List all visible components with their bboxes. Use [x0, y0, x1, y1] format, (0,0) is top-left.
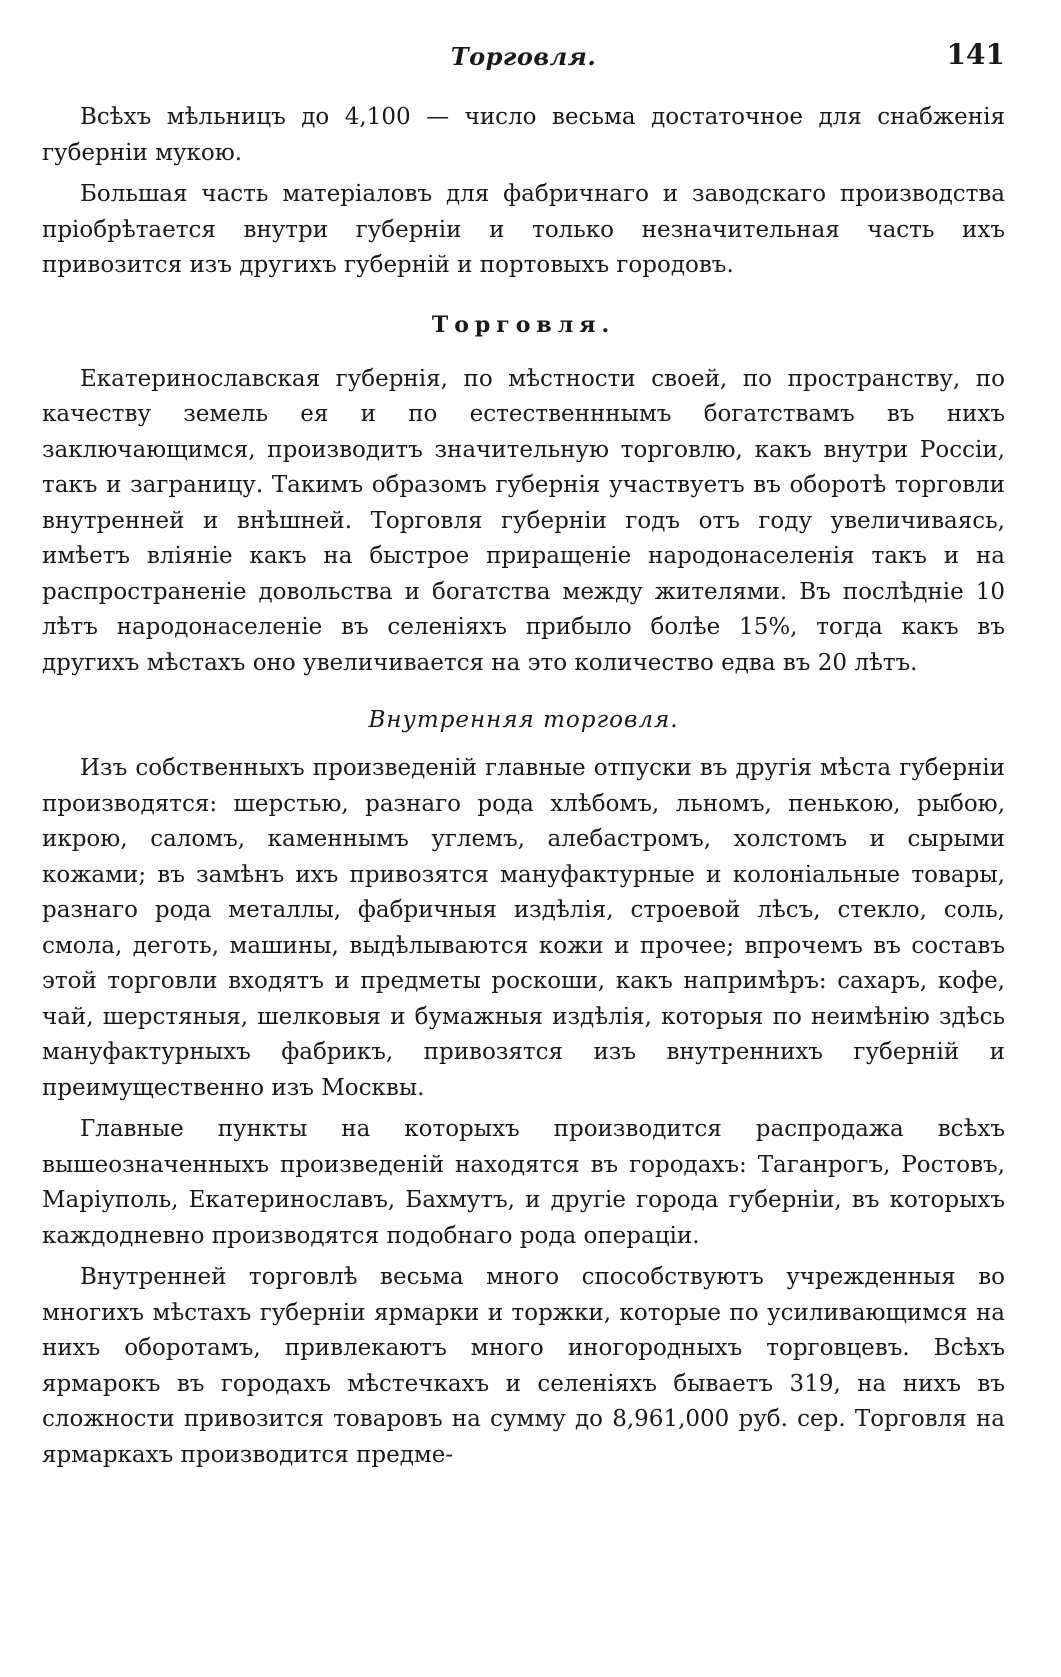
intro-block [42, 100, 1005, 284]
running-title: Торговля. [450, 42, 597, 71]
subsection-heading-internal-trade: Внутренняя торговля. [368, 707, 679, 733]
page-number: 141 [946, 38, 1005, 71]
running-header [42, 38, 1005, 78]
paragraph-trade-points: Главные пункты на которыхъ производится распродажа всѣхъ вышеозначенныхъ произведеній находятся въ городахъ: Таганрогъ, Ростовъ, Маріуполь, Екатеринославъ, Бахмутъ, и другіе города губерніи, въ которыхъ каждодневно производятся подобнаго рода операціи. [42, 1116, 1005, 1249]
section-heading-trade: Торговля. [431, 311, 616, 338]
paragraph-trade-overview: Екатеринославская губернія, по мѣстности своей, по пространству, по качеству земель ея и по естественннымъ богатствамъ въ нихъ заключающимся, производитъ значительную торговлю, какъ внутри Россіи, такъ и заграницу. Такимъ образомъ губернія участвуетъ въ оборотѣ торговли внутренней и внѣшней. Торговля губерніи годъ отъ году увеличиваясь, имѣетъ вліяніе какъ на быстрое приращеніе народонаселенія такъ и на распространеніе довольства и богатства между жителями. Въ послѣдніе 10 лѣтъ народонаселеніе въ селеніяхъ прибыло болѣе 15%, тогда какъ въ другихъ мѣстахъ оно увеличивается на это количество едва въ 20 лѣтъ. [42, 365, 1005, 676]
trade-section [42, 362, 1005, 682]
internal-trade-section [42, 751, 1005, 1473]
paragraph-exports-imports: Изъ собственныхъ произведеній главные отпуски въ другія мѣста губерніи производятся: шерстью, разнаго рода хлѣбомъ, льномъ, пенькою, рыбою, икрою, саломъ, каменнымъ углемъ, алебастромъ, холстомъ и сырыми кожами; въ замѣнъ ихъ привозятся мануфактурные и колоніальные товары, разнаго рода металлы, фабричныя издѣлія, строевой лѣсъ, стекло, соль, смола, деготь, машины, выдѣлываются кожи и прочее; впрочемъ въ составъ этой торговли входятъ и предметы роскоши, какъ напримѣръ: сахаръ, кофе, чай, шерстяныя, шелковыя и бумажныя издѣлія, которыя по неимѣнію здѣсь мануфактурныхъ фабрикъ, привозятся изъ внутреннихъ губерній и преимущественно изъ Москвы. [42, 755, 1005, 1101]
paragraph-mills: Всѣхъ мѣльницъ до 4,100 — число весьма достаточное для снабженія губерніи мукою. [42, 104, 1005, 166]
paragraph-materials: Большая часть матеріаловъ для фабричнаго и заводскаго производства пріобрѣтается внутри губерніи и только незначительная часть ихъ привозится изъ другихъ губерній и портовыхъ городовъ. [42, 181, 1005, 278]
paragraph-fairs: Внутренней торговлѣ весьма много способствуютъ учрежденныя во многихъ мѣстахъ губерніи ярмарки и торжки, которые по усиливающимся на нихъ оборотамъ, привлекаютъ много иногородныхъ торговцевъ. Всѣхъ ярмарокъ въ городахъ мѣстечкахъ и селеніяхъ бываетъ 319, на нихъ въ сложности привозится товаровъ на сумму до 8,961,000 руб. сер. Торговля на ярмаркахъ производится предме- [42, 1264, 1005, 1468]
